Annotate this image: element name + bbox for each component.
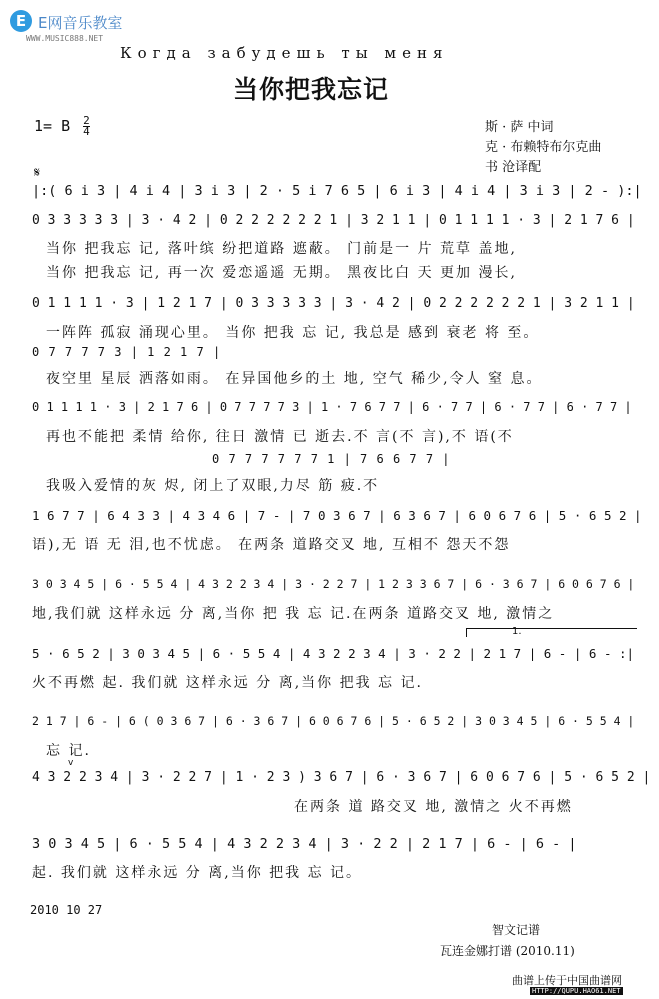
time-sig-bottom: 4 [83,125,90,138]
lyric-line-5: 再也不能把 柔情 给你, 往日 激情 已 逝去.不 言(不 言),不 语(不 [46,429,514,445]
lyricist-credit: 斯 · 萨 中词 [485,120,554,135]
site-logo [4,6,194,32]
lyric-line-3: 一阵阵 孤寂 涌现心里。 当你 把我 忘 记, 我总是 感到 衰老 将 至。 [46,325,540,341]
notation-line-2: 0 3 3 3 3 3 | 3 · 4 2 | 0 2 2 2 2 2 2 1 | 3 2 1 1 | 0 1 1 1 1 · 3 | 2 1 7 6 | [32,213,635,228]
lyric-line-9: 火不再燃 起. 我们就 这样永远 分 离,当你 把我 忘 记. [32,675,423,691]
composer-credit: 克 · 布赖特布尔克曲 [485,140,602,155]
logo-url: WWW.MUSIC888.NET [26,34,104,43]
notation-line-10: 2 1 7 | 6 - | 6 ( 0 3 6 7 | 6 · 3 6 7 | 6 0 6 7 6 | 5 · 6 5 2 | 3 0 3 4 5 | 6 · 5 5 4 | [32,714,635,728]
lyric-line-8: 地,我们就 这样永远 分 离,当你 把 我 忘 记.在两条 道路交叉 地, 激情之 [32,606,555,622]
first-ending-label: 1. [512,626,522,637]
notation-line-11: 4 3 2 2 3 4 | 3 · 2 2 7 | 1 · 2 3 ) 3 6 7 | 6 · 3 6 7 | 6 0 6 7 6 | 5 · 6 5 2 | [32,770,651,785]
notation-line-6: 0 7 7 7 7 7 7 1 | 7 6 6 7 7 | [212,452,451,466]
logo-name: E网音乐教室 [38,14,123,32]
translator-credit: 书 沧译配 [485,160,542,175]
lyric-line-2b: 当你 把我忘 记, 再一次 爱恋遥遥 无期。 黑夜比白 天 更加 漫长, [46,265,517,281]
notation-line-7: 1 6 7 7 | 6 4 3 3 | 4 3 4 6 | 7 - | 7 0 3 6 7 | 6 3 6 7 | 6 0 6 7 6 | 5 · 6 5 2 | [32,508,642,523]
watermark-text: 曲谱上传于中国曲谱网 [512,974,622,987]
lyric-line-2a: 当你 把我忘 记, 落叶缤 纷把道路 遮蔽。 门前是一 片 荒草 盖地, [46,241,517,257]
lyric-line-11: 在两条 道 路交叉 地, 激情之 火不再燃 [294,799,573,815]
lyric-line-4: 夜空里 星辰 洒落如雨。 在异国他乡的土 地, 空气 稀少,令人 窒 息。 [46,371,543,387]
lyric-line-12: 起. 我们就 这样永远 分 离,当你 把我 忘 记。 [32,865,363,881]
first-ending-bracket [466,628,637,637]
notation-line-12: 3 0 3 4 5 | 6 · 5 5 4 | 4 3 2 2 3 4 | 3 · 2 2 | 2 1 7 | 6 - | 6 - | [32,836,577,852]
segno-sign: 𝄋 [34,165,41,181]
lyric-line-6: 我吸入爱情的灰 烬, 闭上了双眼,力尽 筋 疲.不 [46,478,380,494]
title-chinese: 当你把我忘记 [233,75,390,104]
time-signature [83,116,90,137]
key-label: 1= B [34,117,71,135]
time-sig-top: 2 [83,114,90,127]
notation-line-8: 3 0 3 4 5 | 6 · 5 5 4 | 4 3 2 2 3 4 | 3 · 2 2 7 | 1 2 3 3 6 7 | 6 · 3 6 7 | 6 0 6 7 6 | [32,577,635,591]
lyric-line-7: 语),无 语 无 泪,也不忧虑。 在两条 道路交叉 地, 互相不 怨天不怨 [32,537,511,553]
notation-line-1: |:( 6 i 3 | 4 i 4 | 3 i 3 | 2 · 5 i 7 6 5 | 6 i 3 | 4 i 4 | 3 i 3 | 2 - ):| [32,183,642,199]
title-russian: Когда забудешь ты меня [120,44,449,62]
key-signature [34,116,90,137]
watermark-url: HTTP://QUPU.HAO61.NET [532,987,621,995]
typesetter-credit: 瓦连金娜打谱 (2010.11) [440,944,575,958]
notation-line-9: 5 · 6 5 2 | 3 0 3 4 5 | 6 · 5 5 4 | 4 3 2 2 3 4 | 3 · 2 2 | 2 1 7 | 6 - | 6 - :| [32,646,635,661]
transcriber-credit: 智文记谱 [492,923,541,937]
breath-mark: v [68,758,74,768]
lyric-line-10: 忘 记. [46,743,91,759]
notation-line-5: 0 1 1 1 1 · 3 | 2 1 7 6 | 0 7 7 7 7 3 | 1 · 7 6 7 7 | 6 · 7 7 | 6 · 7 7 | 6 · 7 7 | [32,400,632,414]
date-stamp: 2010 10 27 [30,903,103,917]
logo-e-icon: E [10,10,32,32]
notation-line-4: 0 7 7 7 7 3 | 1 2 1 7 | [32,345,222,359]
notation-line-3: 0 1 1 1 1 · 3 | 1 2 1 7 | 0 3 3 3 3 3 | 3 · 4 2 | 0 2 2 2 2 2 2 1 | 3 2 1 1 | [32,296,635,311]
